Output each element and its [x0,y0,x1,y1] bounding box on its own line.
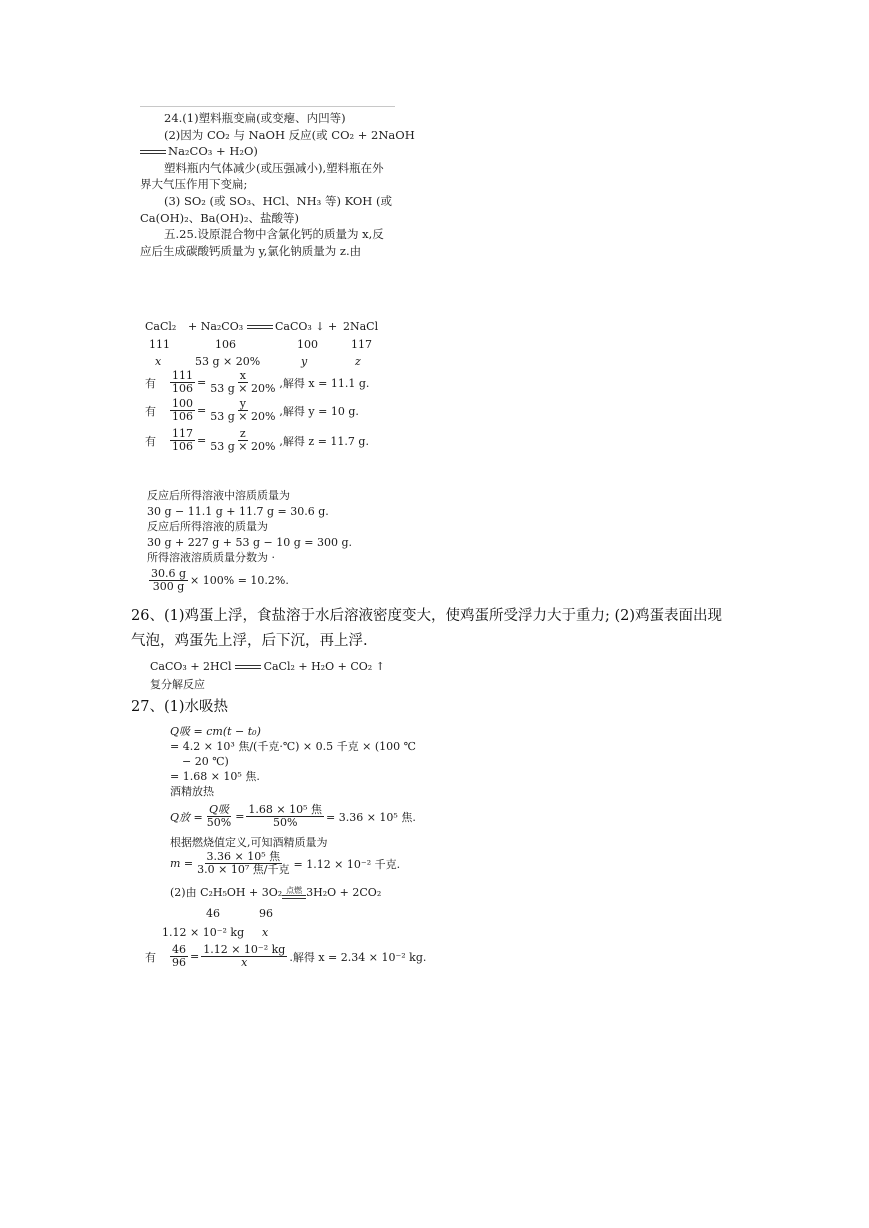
q25-eq1: 有 $\frac{111}{106}$ = $\frac{x}{53 g \times 20\%}$ ,解得 x = 11.1 g. [145,369,370,395]
q24-line-4: 塑料瓶内气体减少(或压强减小),塑料瓶在外 [164,160,384,175]
equals-bar [247,325,273,329]
q25-sol-2: 30 g − 11.1 g + 11.7 g = 30.6 g. [147,504,329,518]
q25-sol-3: 反应后所得溶液的质量为 [147,520,268,533]
q25-r2-c1: 111 [149,338,170,351]
q27-line-a2: = 4.2 × 10³ 焦/(千克·℃) × 0.5 千克 × (100 ℃ [170,740,416,753]
equals-bar [235,665,261,669]
q25-sol-5: 所得溶液溶质质量分数为 · [147,551,275,564]
q27-line-a4: = 1.68 × 10⁵ 焦. [170,770,260,783]
fraction: $\frac{\text{1.68 × 10⁵ 焦}}{50\%}$ [248,803,323,829]
scan-top-rule [140,106,395,107]
q25-r3-c2: 53 g × 20% [195,355,261,368]
q24-line-7: Ca(OH)₂、Ba(OH)₂、盐酸等) [140,210,300,225]
fraction: $\frac{y}{53 g \times 20\%}$ [210,397,276,423]
q25-r2-c2: 106 [215,338,236,351]
fraction: $\frac{100}{106}$ [172,397,193,423]
q25-intro-line-1: 五.25.设原混合物中含氯化钙的质量为 x,反 [164,227,384,242]
q26-text [131,604,751,654]
q25-r1-c2: + Na₂CO₃ [188,320,275,333]
q27-line-a5: 酒精放热 [170,785,214,798]
q24-line-3: Na₂CO₃ + H₂O) [140,143,415,160]
q26-line-1: 26、(1)鸡蛋上浮，食盐溶于水后溶液密度变大，使鸡蛋所受浮力大于重力; (2)鸡蛋表面出现 [131,608,723,624]
reaction-condition: 点燃 [282,886,306,899]
q25-eq3: 有 $\frac{117}{106}$ = $\frac{z}{53 g \times 20\%}$ ,解得 z = 11.7 g. [145,427,369,453]
q27-heading: 27、(1)水吸热 [131,699,228,715]
q24-line-5: 界大气压作用下变扁; [140,177,248,192]
q27-b2-c1: 46 [206,907,220,920]
fraction: $\frac{30.6 g}{300 g}$ [151,567,187,593]
fraction: $\frac{\text{Q吸}}{50\%}$ [206,803,232,829]
q25-eq2: 有 $\frac{100}{106}$ = $\frac{y}{53 g \times 20\%}$ ,解得 y = 10 g. [145,397,359,423]
fraction: $\frac{\text{1.12 × 10⁻² kg}}{x}$ [203,943,286,969]
q27-proportion: 有 $\frac{46}{96}$ = $\frac{\text{1.12 × 10⁻² kg}}{x}$ .解得 x = 2.34 × 10⁻² kg. [145,943,427,969]
q27-mass: m = $\frac{\text{3.36 × 10⁵ 焦}}{\text{3.0 × 10⁷ 焦/千克}}$ = 1.12 × 10⁻² 千克. [170,850,401,876]
fraction: $\frac{\text{3.36 × 10⁵ 焦}}{\text{3.0 × 10⁷ 焦/千克}}$ [197,850,290,876]
q27-heat-release: Q放 = $\frac{\text{Q吸}}{50\%}$ = $\frac{\text{1.68 × 10⁵ 焦}}{50\%}$ = 3.36 × 10⁵ 焦. [170,803,416,829]
q26-equation: CaCO₃ + 2HCl CaCl₂ + H₂O + CO₂ ↑ [150,660,385,673]
q27-part1 [170,724,416,799]
q27-line-a7: 根据燃烧值定义,可知酒精质量为 [170,836,328,849]
q27-b2-c2: 96 [259,907,273,920]
q25-r1-c4: 2NaCl [343,320,379,333]
q27-b3-c1: 1.12 × 10⁻² kg [162,926,245,939]
equals-bar [282,895,306,899]
fraction: $\frac{117}{106}$ [172,427,193,453]
q27-line-a3: − 20 ℃) [182,755,229,768]
q27-line-a1: Q吸 = cm(t − t₀) [170,725,261,738]
q24-line-6: (3) SO₂ (或 SO₃、HCl、NH₃ 等) KOH (或 [164,193,392,208]
q24-line-2: (2)因为 CO₂ 与 NaOH 反应(或 CO₂ + 2NaOH [164,127,415,142]
q27-combustion-equation: (2)由 C₂H₅OH + 3O₂ 点燃 3H₂O + 2CO₂ [170,885,382,899]
q24-line-1: 24.(1)塑料瓶变扁(或变瘪、内凹等) [164,111,346,125]
q25-r1-c1: CaCl₂ [145,320,177,333]
q25-final-percent: $\frac{30.6 g}{300 g}$ × 100% = 10.2%. [151,567,289,593]
q25-r2-c3: 100 [297,338,318,351]
q24-block [140,110,415,259]
fraction: $\frac{111}{106}$ [172,369,193,395]
q27-b3-c2: x [262,926,269,939]
q25-sol-4: 30 g + 227 g + 53 g − 10 g = 300 g. [147,535,353,549]
q26-line-2: 气泡，鸡蛋先上浮，后下沉，再上浮. [131,633,368,649]
fraction: $\frac{z}{53 g \times 20\%}$ [210,427,276,453]
q25-intro-line-2: 应后生成碳酸钙质量为 y,氯化钠质量为 z.由 [140,243,362,258]
q25-solution [147,488,352,566]
q25-r2-c4: 117 [351,338,372,351]
equals-bar [140,150,166,154]
q25-r1-c3: CaCO₃ ↓ + [275,320,338,333]
fraction: $\frac{x}{53 g \times 20\%}$ [210,369,276,395]
q25-r3-c4: z [355,355,361,368]
fraction: $\frac{46}{96}$ [172,943,186,969]
q25-r3-c3: y [301,355,308,368]
q26-reaction-type: 复分解反应 [150,678,205,691]
q25-r3-c1: x [155,355,162,368]
q25-sol-1: 反应后所得溶液中溶质质量为 [147,489,290,502]
